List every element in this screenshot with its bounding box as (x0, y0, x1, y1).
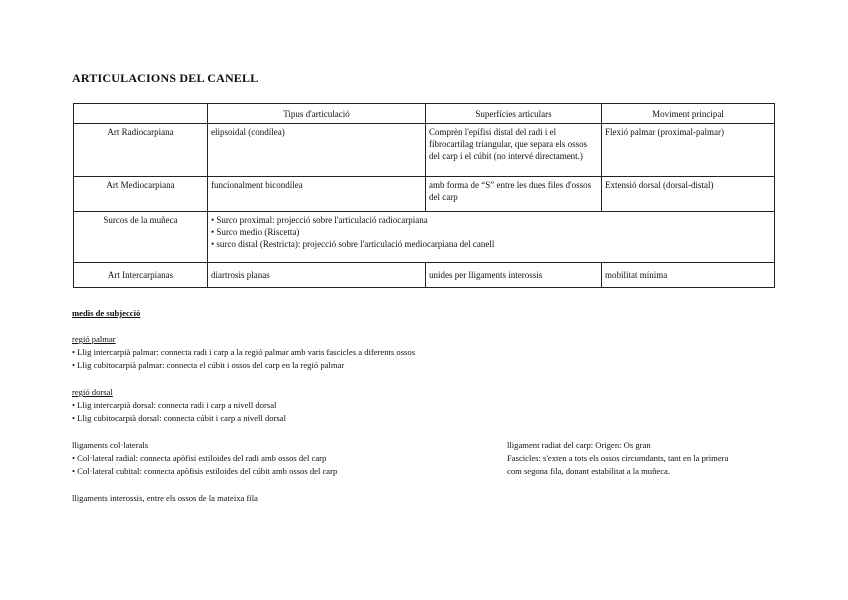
cell-superficies: Comprèn l'epífisi distal del radi i el fibrocartílag triangular, que separa els ossos del carp i el cúbit (no intervé directament.) (426, 124, 602, 177)
radiat-fascicles: Fascicles: s'exten a tots els ossos circumdants, tant en la primera (507, 453, 729, 463)
dorsal-heading: regió dorsal (72, 387, 113, 397)
cell-moviment: Flexió palmar (proximal-palmar) (602, 124, 775, 177)
cell-superficies: amb forma de “S” entre les dues files d'ossos del carp (426, 177, 602, 212)
list-item: • Llig intercarpià dorsal: connecta radi i carp a nivell dorsal (72, 400, 277, 410)
header-cell-superficies: Superfícies articulars (426, 104, 602, 124)
radiat-origin: lligament radiat del carp: Origen: Os gran (507, 440, 651, 450)
list-item: • Llig intercarpià palmar: connecta radi i carp a la regió palmar amb varis fascicles a diferents ossos (72, 347, 416, 357)
articulations-table (73, 103, 775, 288)
page-title: ARTICULACIONS DEL CANELL (72, 71, 259, 85)
list-item: • Surco medio (Riscetta) (211, 227, 300, 237)
row-label: Surcos de la muñeca (74, 212, 208, 263)
header-cell-moviment: Moviment principal (602, 104, 775, 124)
cell-surcos-list (208, 212, 775, 263)
cell-tipus: funcionalment bicondílea (208, 177, 426, 212)
header-cell-tipus: Tipus d'articulació (208, 104, 426, 124)
row-label: Art Intercarpianas (74, 263, 208, 288)
colaterals-heading: lligaments col·laterals (72, 440, 149, 450)
cell-moviment: mobilitat mínima (602, 263, 775, 288)
table-row (74, 263, 775, 288)
table-row (74, 177, 775, 212)
list-item: • Col·lateral cubital: connecta apòfisis estiloides del cúbit amb ossos del carp (72, 466, 338, 476)
cell-tipus: diartrosis planas (208, 263, 426, 288)
interossis-line: lligaments interossis, entre els ossos de la mateixa fila (72, 493, 258, 503)
list-item: • Llig cubitocarpià dorsal: connecta cúbit i carp a nivell dorsal (72, 413, 286, 423)
list-item: • Col·lateral radial: connecta apòfisi estiloides del radi amb ossos del carp (72, 453, 327, 463)
radiat-fascicles-cont: com segona fila, donant estabilitat a la muñeca. (507, 466, 670, 476)
table-row (74, 124, 775, 177)
cell-moviment: Extensió dorsal (dorsal-distal) (602, 177, 775, 212)
list-item: • Surco proximal: projecció sobre l'articulació radiocarpiana (211, 215, 428, 225)
cell-tipus: elipsoidal (condílea) (208, 124, 426, 177)
row-label: Art Mediocarpiana (74, 177, 208, 212)
list-item: • Llig cubitocarpià palmar: connecta el cúbit i ossos del carp en la regió palmar (72, 360, 345, 370)
header-cell-empty (74, 104, 208, 124)
list-item: • surco distal (Restricta): projecció sobre l'articulació mediocarpiana del canell (211, 239, 495, 249)
table-header-row (74, 104, 775, 124)
row-label: Art Radiocarpiana (74, 124, 208, 177)
medis-heading: medis de subjecció (72, 308, 141, 318)
table-row (74, 212, 775, 263)
cell-superficies: unides per lligaments interossis (426, 263, 602, 288)
palmar-heading: regió palmar (72, 334, 116, 344)
